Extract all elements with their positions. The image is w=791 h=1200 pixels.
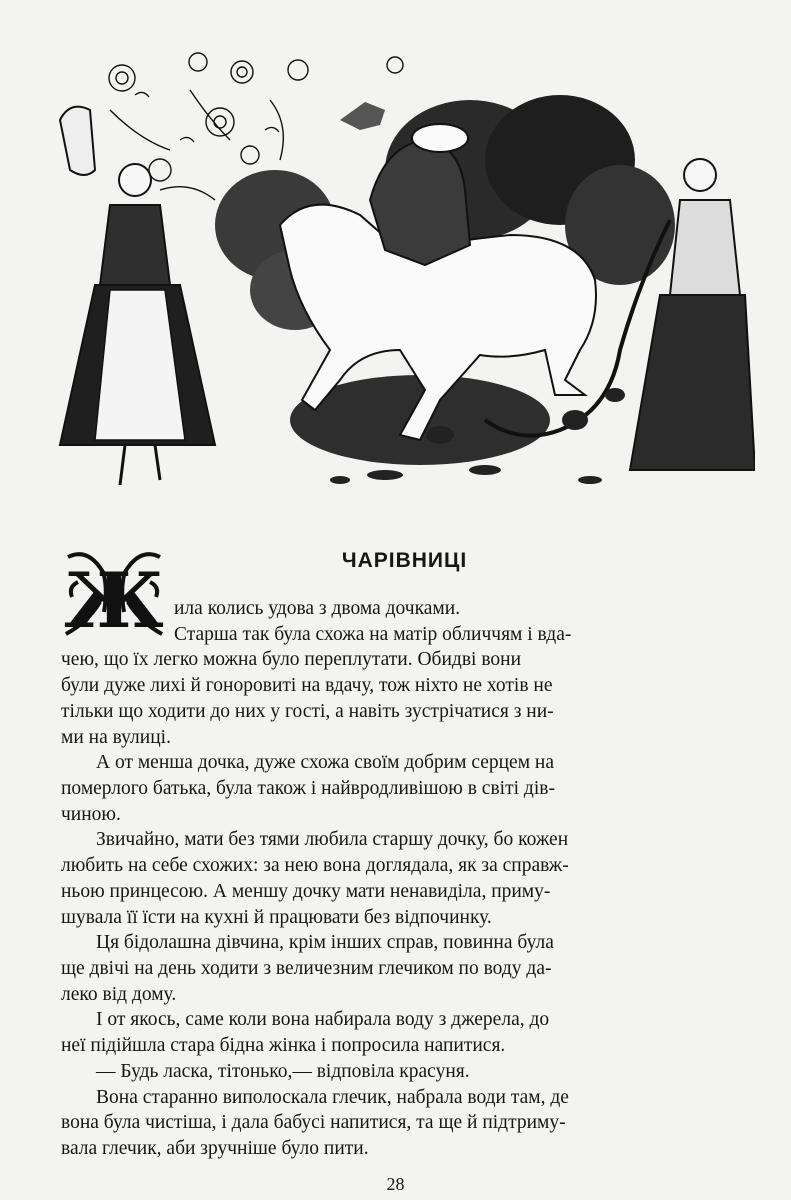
text-line: А от менша дочка, дуже схожа своїм добрим серцем на <box>96 752 555 774</box>
text-line: ще двічі на день ходити з величезним глечиком по воду да- <box>61 958 552 979</box>
text-line: Звичайно, мати без тями любила старшу дочку, бо кожен <box>96 829 569 851</box>
fairy-tale-illustration <box>40 50 755 500</box>
text-line: любить на себе схожих: за нею вона доглядала, як за справж- <box>61 855 569 877</box>
text-line: чею, що їх легко можна було переплутати. Обидві вони <box>61 649 522 671</box>
page-number: 28 <box>386 1174 405 1194</box>
chapter-title: ЧАРІВНИЦІ <box>341 549 468 572</box>
text-line: ньою принцесою. А меншу дочку мати ненавиділа, приму- <box>61 880 551 902</box>
drop-cap-glyph: Ж <box>64 556 164 642</box>
drop-cap-letter <box>58 542 170 642</box>
text-line: Вона старанно виполоскала глечик, набрала води там, де <box>96 1086 569 1108</box>
text-line: Ця бідолашна дівчина, крім інших справ, повинна була <box>96 932 554 954</box>
text-line: шувала її їсти на кухні й працювати без відпочинку. <box>61 906 492 928</box>
text-line: неї підійшла стара бідна жінка і попросила напитися. <box>61 1035 506 1057</box>
text-line: вона була чистіша, і дала бабусі напитися, та ще й підтриму- <box>61 1112 566 1134</box>
text-line: були дуже лихі й гоноровиті на вдачу, тож ніхто не хотів не <box>61 675 553 697</box>
text-line: чиною. <box>61 803 121 825</box>
woman-with-jug <box>60 107 215 485</box>
text-line: померлого батька, була також і найвродливішою в світі дів- <box>61 778 555 799</box>
text-line: — Будь ласка, тітонько,— відповіла красуня. <box>96 1060 470 1082</box>
text-line: тільки що ходити до них у гості, а навіть зустрічатися з ни- <box>61 700 554 722</box>
text-line: вала глечик, аби зручніше було пити. <box>61 1138 369 1159</box>
text-line: Старша так була схожа на матір обличчям і вда- <box>174 623 572 645</box>
text-line: І от якось, саме коли вона набирала воду з джерела, до <box>96 1009 550 1031</box>
text-line: леко від дому. <box>61 983 177 1005</box>
text-line: ми на вулиці. <box>61 726 171 748</box>
